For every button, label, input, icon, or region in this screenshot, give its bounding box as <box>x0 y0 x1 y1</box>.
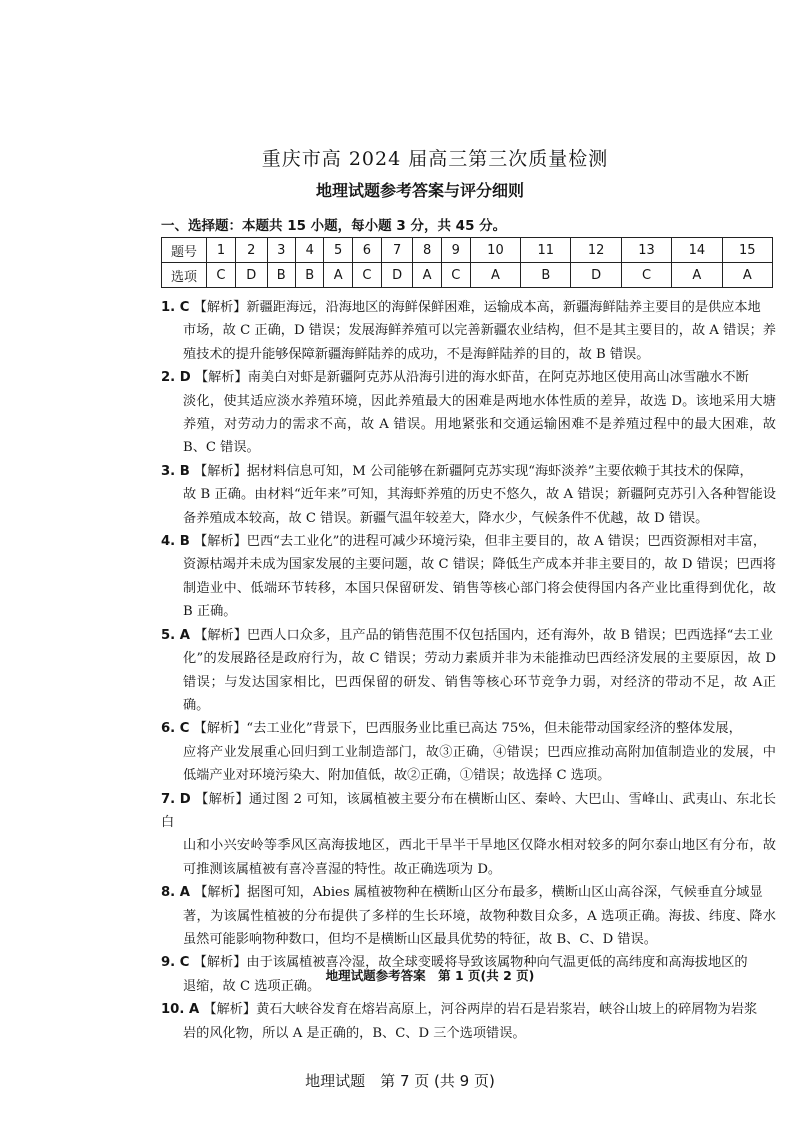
item-tag: 【解析】 <box>194 627 247 643</box>
item-number: 7. D <box>161 791 191 807</box>
answer-cell: A <box>722 263 772 288</box>
answer-cell: B <box>267 263 295 288</box>
item-tag: 【解析】 <box>193 955 247 971</box>
item-text-first: “去工业化”背景下，巴西服务业比重已高达 75%，但未能带动国家经济的整体发展， <box>246 721 742 737</box>
explanation-item-3 <box>161 460 776 530</box>
explanation-list <box>161 296 776 1045</box>
answer-cell: D <box>571 263 621 288</box>
item-number: 2. D <box>161 370 191 386</box>
item-tag: 【解析】 <box>195 791 249 807</box>
item-text-first: 据图可知，Abies 属植被物种在横断山区分布最多，横断山区山高谷深，气候垂直分域显 <box>246 885 763 901</box>
answer-cell: D <box>381 263 413 288</box>
answer-cell: C <box>207 263 236 288</box>
question-number-cell: 2 <box>235 238 267 263</box>
item-number: 5. A <box>161 627 190 643</box>
item-number: 1. C <box>161 300 190 315</box>
question-number-cell: 11 <box>521 238 571 263</box>
answer-cell: B <box>296 263 324 288</box>
item-number: 3. B <box>161 463 190 479</box>
question-number-cell: 10 <box>470 238 520 263</box>
answer-cell: B <box>521 263 571 288</box>
answer-cell: A <box>470 263 520 288</box>
answer-cell: C <box>352 263 381 288</box>
answer-table-number-row <box>162 238 773 263</box>
document-title: 重庆市高 2024 届高三第三次质量检测 <box>261 148 609 170</box>
explanation-item-5 <box>161 624 776 718</box>
item-number: 6. C <box>161 721 190 737</box>
question-number-cell: 14 <box>672 238 722 263</box>
item-text-rest: 市场，故 C 正确，D 错误；发展海鲜养殖可以完善新疆农业结构，但不是其主要目的，故 A 错误；养殖技术的提升能够保障新疆海鲜陆养的成功，不是海鲜陆养的目的，故 B 错误。 <box>183 323 776 362</box>
answer-cell: C <box>621 263 671 288</box>
item-text-first: 由于该属植被喜冷湿，故全球变暖将导致该属物种向气温更低的高纬度和高海拔地区的 <box>246 955 748 971</box>
item-tag: 【解析】 <box>193 300 247 315</box>
answer-cell: A <box>413 263 441 288</box>
item-tag: 【解析】 <box>193 721 247 737</box>
item-text-first: 通过图 2 可知，该属植被主要分布在横断山区、秦岭、大巴山、雪峰山、武夷山、东北长白 <box>161 791 776 830</box>
question-number-cell: 4 <box>296 238 324 263</box>
item-number: 9. C <box>161 955 190 971</box>
question-number-cell: 6 <box>352 238 381 263</box>
item-text-first: 巴西人口众多，且产品的销售范围不仅包括国内，还有海外，故 B 错误；巴西选择“去工业 <box>246 627 773 643</box>
explanation-item-6 <box>161 717 776 787</box>
item-text-rest: 淡化，使其适应淡水养殖环境，因此养殖最大的困难是两地水体性质的差异，故选 D。该地采用大塘养殖，对劳动力的需求不高，故 A 错误。用地紧张和交通运输困难不是养殖过程中的最大困难，故 B、C 错误。 <box>183 393 776 456</box>
section-heading: 一、选择题：本题共 15 小题，每小题 3 分，共 45 分。 <box>161 218 507 234</box>
page-number-footer: 地理试题 第 7 页 (共 9 页) <box>305 1072 495 1090</box>
question-number-cell: 15 <box>722 238 772 263</box>
explanation-item-1 <box>161 296 776 366</box>
answer-table-answer-row <box>162 263 773 288</box>
question-number-cell: 13 <box>621 238 671 263</box>
question-number-cell: 7 <box>381 238 413 263</box>
question-number-cell: 5 <box>324 238 352 263</box>
item-text-rest: 化”的发展路径是政府行为，故 C 错误；劳动力素质并非为未能推动巴西经济发展的主要原因，故 D 错误；与发达国家相比，巴西保留的研发、销售等核心环节竞争力弱，对经济的带动不足，故 A正确。 <box>183 651 776 713</box>
item-text-first: 南美白对虾是新疆阿克苏从沿海引进的海水虾苗，在阿克苏地区使用高山冰雪融水不断 <box>247 370 749 386</box>
item-number: 10. A <box>161 1002 200 1018</box>
document-subtitle: 地理试题参考答案与评分细则 <box>315 181 524 200</box>
item-tag: 【解析】 <box>194 463 247 479</box>
item-text-rest: 退缩，故 C 选项正确。 <box>183 978 321 994</box>
item-tag: 【解析】 <box>203 1002 257 1018</box>
item-text-rest: 著，为该属性植被的分布提供了多样的生长环境，故物种数目众多，A 选项正确。海拔、纬度、降水虽然可能影响物种数口，但均不是横断山区最具优势的特征，故 B、C、D 错误。 <box>183 908 776 947</box>
answer-cell: D <box>235 263 267 288</box>
item-text-rest: 山和小兴安岭等季风区高海拔地区，西北干旱半干旱地区仅降水相对较多的阿尔泰山地区有分布，故可推测该属植被有喜冷喜湿的特性。故正确选项为 D。 <box>183 838 776 877</box>
item-tag: 【解析】 <box>194 370 248 386</box>
answer-cell: A <box>324 263 352 288</box>
item-tag: 【解析】 <box>194 885 247 901</box>
item-text-rest: 资源枯竭并未成为国家发展的主要问题，故 C 错误；降低生产成本并非主要目的，故 D 错误；巴西将制造业中、低端环节转移，本国只保留研发、销售等核心部门将会使得国内各产业比重得到优化，故 B 正确。 <box>183 557 776 620</box>
item-number: 8. A <box>161 885 190 901</box>
explanation-item-2 <box>161 366 776 460</box>
answer-cell: A <box>672 263 722 288</box>
explanation-item-10 <box>161 998 776 1045</box>
item-text-rest: 应将产业发展重心回归到工业制造部门，故③正确，④错误；巴西应推动高附加值制造业的发展，中低端产业对环境污染大、附加值低，故②正确，①错误；故选择 C 选项。 <box>183 744 776 784</box>
question-number-cell: 9 <box>441 238 470 263</box>
item-text-first: 黄石大峡谷发育在熔岩高原上，河谷两岸的岩石是岩浆岩，峡谷山坡上的碎屑物为岩浆 <box>256 1002 758 1018</box>
answer-cell: C <box>441 263 470 288</box>
answer-page-footer: 地理试题参考答案 第 1 页(共 2 页) <box>325 968 535 983</box>
item-tag: 【解析】 <box>194 534 247 550</box>
answer-table-row-label: 题号 <box>162 238 207 263</box>
question-number-cell: 12 <box>571 238 621 263</box>
item-text-rest: 故 B 正确。由材料“近年来”可知，其海虾养殖的历史不悠久，故 A 错误；新疆阿克苏引入各种智能设备养殖成本较高，故 C 错误。新疆气温年较差大，降水少，气候条件不优越，故 D 错误。 <box>183 487 776 526</box>
question-number-cell: 8 <box>413 238 441 263</box>
question-number-cell: 3 <box>267 238 295 263</box>
item-number: 4. B <box>161 534 190 550</box>
item-text-first: 新疆距海远，沿海地区的海鲜保鲜困难，运输成本高，新疆海鲜陆养主要目的是供应本地 <box>246 300 761 315</box>
explanation-item-4 <box>161 530 776 624</box>
item-text-first: 据材料信息可知，M 公司能够在新疆阿克苏实现“海虾淡养”主要依赖于其技术的保障， <box>246 463 753 479</box>
item-text-rest: 岩的风化物，所以 A 是正确的，B、C、D 三个选项错误。 <box>183 1025 526 1041</box>
explanation-item-8 <box>161 881 776 951</box>
question-number-cell: 1 <box>207 238 236 263</box>
answer-table-row-label: 选项 <box>162 263 207 288</box>
explanation-item-7 <box>161 788 776 882</box>
answer-table <box>161 237 773 288</box>
item-text-first: 巴西“去工业化”的进程可减少环境污染，但非主要目的，故 A 错误；巴西资源相对丰富， <box>246 534 767 550</box>
